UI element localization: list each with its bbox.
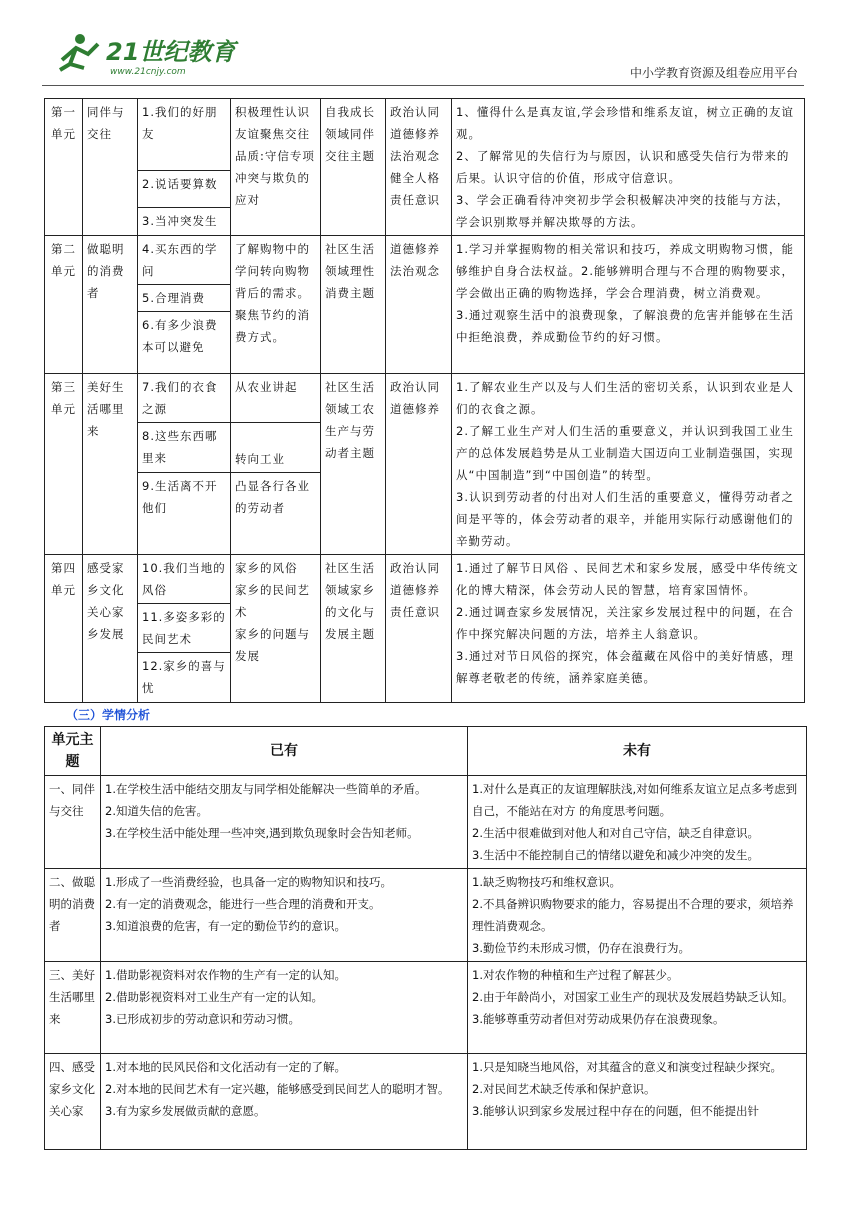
table-row bbox=[45, 99, 805, 171]
lesson: 10.我们当地的风俗 bbox=[138, 555, 231, 604]
row-topic: 二、做聪明的消费者 bbox=[45, 869, 101, 962]
unit-theme: 感受家乡文化关心家乡发展 bbox=[83, 555, 138, 703]
lesson: 2.说话要算数 bbox=[138, 171, 231, 208]
lesson: 3.当冲突发生 bbox=[138, 208, 231, 236]
header-divider bbox=[42, 85, 804, 86]
unit-theme: 同伴与交往 bbox=[83, 99, 138, 236]
lesson: 9.生活离不开他们 bbox=[138, 472, 231, 554]
core-literacy: 道德修养法治观念 bbox=[386, 236, 452, 374]
unit-focus-part: 转向工业 bbox=[231, 423, 321, 472]
unit-focus: 家乡的风俗 家乡的民间艺术 家乡的问题与发展 bbox=[231, 555, 321, 703]
unit-goals: 1.通过了解节日风俗 、民间艺术和家乡发展，感受中华传统文化的博大精深，体会劳动人民的智慧，培育家国情怀。 2.通过调查家乡发展情况，关注家乡发展过程中的问题，在合作中探究解决问题的方法，培养主人翁意识。 3.通过对节日风俗的探究，体会蕴藏在风俗中的美好情感，理解尊老敬老的传统，涵养家庭美德。 bbox=[452, 555, 805, 703]
column-header: 未有 bbox=[468, 727, 807, 776]
learning-analysis-table bbox=[44, 726, 807, 1150]
page-header bbox=[42, 28, 802, 84]
table-row bbox=[45, 869, 807, 962]
unit-domain: 社区生活领域理性消费主题 bbox=[321, 236, 386, 374]
have-cell: 1.对本地的民风民俗和文化活动有一定的了解。 2.对本地的民间艺术有一定兴趣，能够感受到民间艺人的聪明才智。 3.有为家乡发展做贡献的意愿。 bbox=[101, 1054, 468, 1150]
unit-name: 第三单元 bbox=[45, 374, 83, 555]
unit-goals: 1.学习并掌握购物的相关常识和技巧，养成文明购物习惯，能够维护自身合法权益。2.能够辨明合理与不合理的购物要求，学会做出正确的购物选择，学会合理消费，树立消费观。 3.通过观察生活中的浪费现象，了解浪费的危害并能够在生活中拒绝浪费，养成勤俭节约的好习惯。 bbox=[452, 236, 805, 374]
row-topic: 一、同伴与交往 bbox=[45, 776, 101, 869]
unit-focus-part: 从农业讲起 bbox=[231, 374, 321, 423]
lesson: 8.这些东西哪里来 bbox=[138, 423, 231, 472]
lack-cell: 1.对什么是真正的友谊理解肤浅,对如何维系友谊立足点多考虑到自己，不能站在对方 的角度思考问题。 2.生活中很难做到对他人和对自己守信，缺乏自律意识。 3.生活中不能控制自己的情绪以避免和减少冲突的发生。 bbox=[468, 776, 807, 869]
unit-name: 第二单元 bbox=[45, 236, 83, 374]
logo-21cnjy bbox=[54, 30, 274, 78]
table-row bbox=[45, 555, 805, 604]
row-topic: 三、美好生活哪里来 bbox=[45, 962, 101, 1054]
unit-theme: 做聪明的消费者 bbox=[83, 236, 138, 374]
table-row bbox=[45, 236, 805, 285]
have-cell: 1.在学校生活中能结交朋友与同学相处能解决一些简单的矛盾。 2.知道失信的危害。 3.在学校生活中能处理一些冲突,遇到欺负现象时会告知老师。 bbox=[101, 776, 468, 869]
core-literacy: 政治认同道德修养责任意识 bbox=[386, 555, 452, 703]
unit-goals: 1、懂得什么是真友谊,学会珍惜和维系友谊，树立正确的友谊观。 2、了解常见的失信行为与原因，认识和感受失信行为带来的后果。认识守信的价值，形成守信意识。 3、学会正确看待冲突初步学会积极解决冲突的技能与方法，学会识别欺辱并解决欺辱的方法。 bbox=[452, 99, 805, 236]
have-cell: 1.借助影视资料对农作物的生产有一定的认知。 2.借助影视资料对工业生产有一定的认知。 3.已形成初步的劳动意识和劳动习惯。 bbox=[101, 962, 468, 1054]
lesson: 4.买东西的学问 bbox=[138, 236, 231, 285]
lesson: 5.合理消费 bbox=[138, 285, 231, 312]
unit-name: 第一单元 bbox=[45, 99, 83, 236]
unit-focus-part: 凸显各行各业的劳动者 bbox=[231, 472, 321, 554]
unit-focus: 积极理性认识友谊聚焦交往品质:守信专项冲突与欺负的应对 bbox=[231, 99, 321, 236]
platform-name: 中小学教育资源及组卷应用平台 bbox=[629, 66, 798, 80]
table-row bbox=[45, 374, 805, 423]
table-row bbox=[45, 962, 807, 1054]
core-literacy: 政治认同道德修养 bbox=[386, 374, 452, 555]
table-row bbox=[45, 1054, 807, 1150]
lack-cell: 1.对农作物的种植和生产过程了解甚少。 2.由于年龄尚小，对国家工业生产的现状及发展趋势缺乏认知。 3.能够尊重劳动者但对劳动成果仍存在浪费现象。 bbox=[468, 962, 807, 1054]
lesson: 6.有多少浪费本可以避免 bbox=[138, 312, 231, 374]
row-topic: 四、感受家乡文化关心家 bbox=[45, 1054, 101, 1150]
column-header: 已有 bbox=[101, 727, 468, 776]
column-header: 单元主题 bbox=[45, 727, 101, 776]
core-literacy: 政治认同道德修养法治观念健全人格责任意识 bbox=[386, 99, 452, 236]
lack-cell: 1.只是知晓当地风俗，对其蕴含的意义和演变过程缺少探究。 2.对民间艺术缺乏传承和保护意识。 3.能够认识到家乡发展过程中存在的问题，但不能提出针 bbox=[468, 1054, 807, 1150]
unit-theme: 美好生活哪里来 bbox=[83, 374, 138, 555]
lesson: 11.多姿多彩的民间艺术 bbox=[138, 604, 231, 653]
lack-cell: 1.缺乏购物技巧和维权意识。 2.不具备辨识购物要求的能力，容易提出不合理的要求，须培养理性消费观念。 3.勤俭节约未形成习惯，仍存在浪费行为。 bbox=[468, 869, 807, 962]
lesson: 7.我们的衣食之源 bbox=[138, 374, 231, 423]
unit-domain: 社区生活领域家乡的文化与发展主题 bbox=[321, 555, 386, 703]
lesson: 1.我们的好朋友 bbox=[138, 99, 231, 171]
unit-goals: 1.了解农业生产以及与人们生活的密切关系，认识到农业是人们的衣食之源。 2.了解工业生产对人们生活的重要意义，并认识到我国工业生产的总体发展趋势是从工业制造大国迈向工业制造强国，实现从“中国制造”到“中国创造”的转型。 3.认识到劳动者的付出对人们生活的重要意义，懂得劳动者之间是平等的，体会劳动者的艰辛，并能用实际行动感谢他们的辛勤劳动。 bbox=[452, 374, 805, 555]
have-cell: 1.形成了一些消费经验，也具备一定的购物知识和技巧。 2.有一定的消费观念，能进行一些合理的消费和开支。 3.知道浪费的危害，有一定的勤俭节约的意识。 bbox=[101, 869, 468, 962]
unit-domain: 社区生活领域工农生产与劳动者主题 bbox=[321, 374, 386, 555]
table-row bbox=[45, 776, 807, 869]
lesson: 12.家乡的喜与忧 bbox=[138, 653, 231, 703]
unit-domain: 自我成长领域同伴交往主题 bbox=[321, 99, 386, 236]
svg-text:www.21cnjy.com: www.21cnjy.com bbox=[110, 67, 186, 77]
svg-text:21世纪教育: 21世纪教育 bbox=[106, 38, 236, 66]
unit-name: 第四单元 bbox=[45, 555, 83, 703]
table-header-row bbox=[45, 727, 807, 776]
unit-overview-table bbox=[44, 98, 805, 703]
unit-focus: 了解购物中的学问转向购物背后的需求。聚焦节约的消费方式。 bbox=[231, 236, 321, 374]
section-title: （三）学情分析 bbox=[66, 708, 151, 722]
